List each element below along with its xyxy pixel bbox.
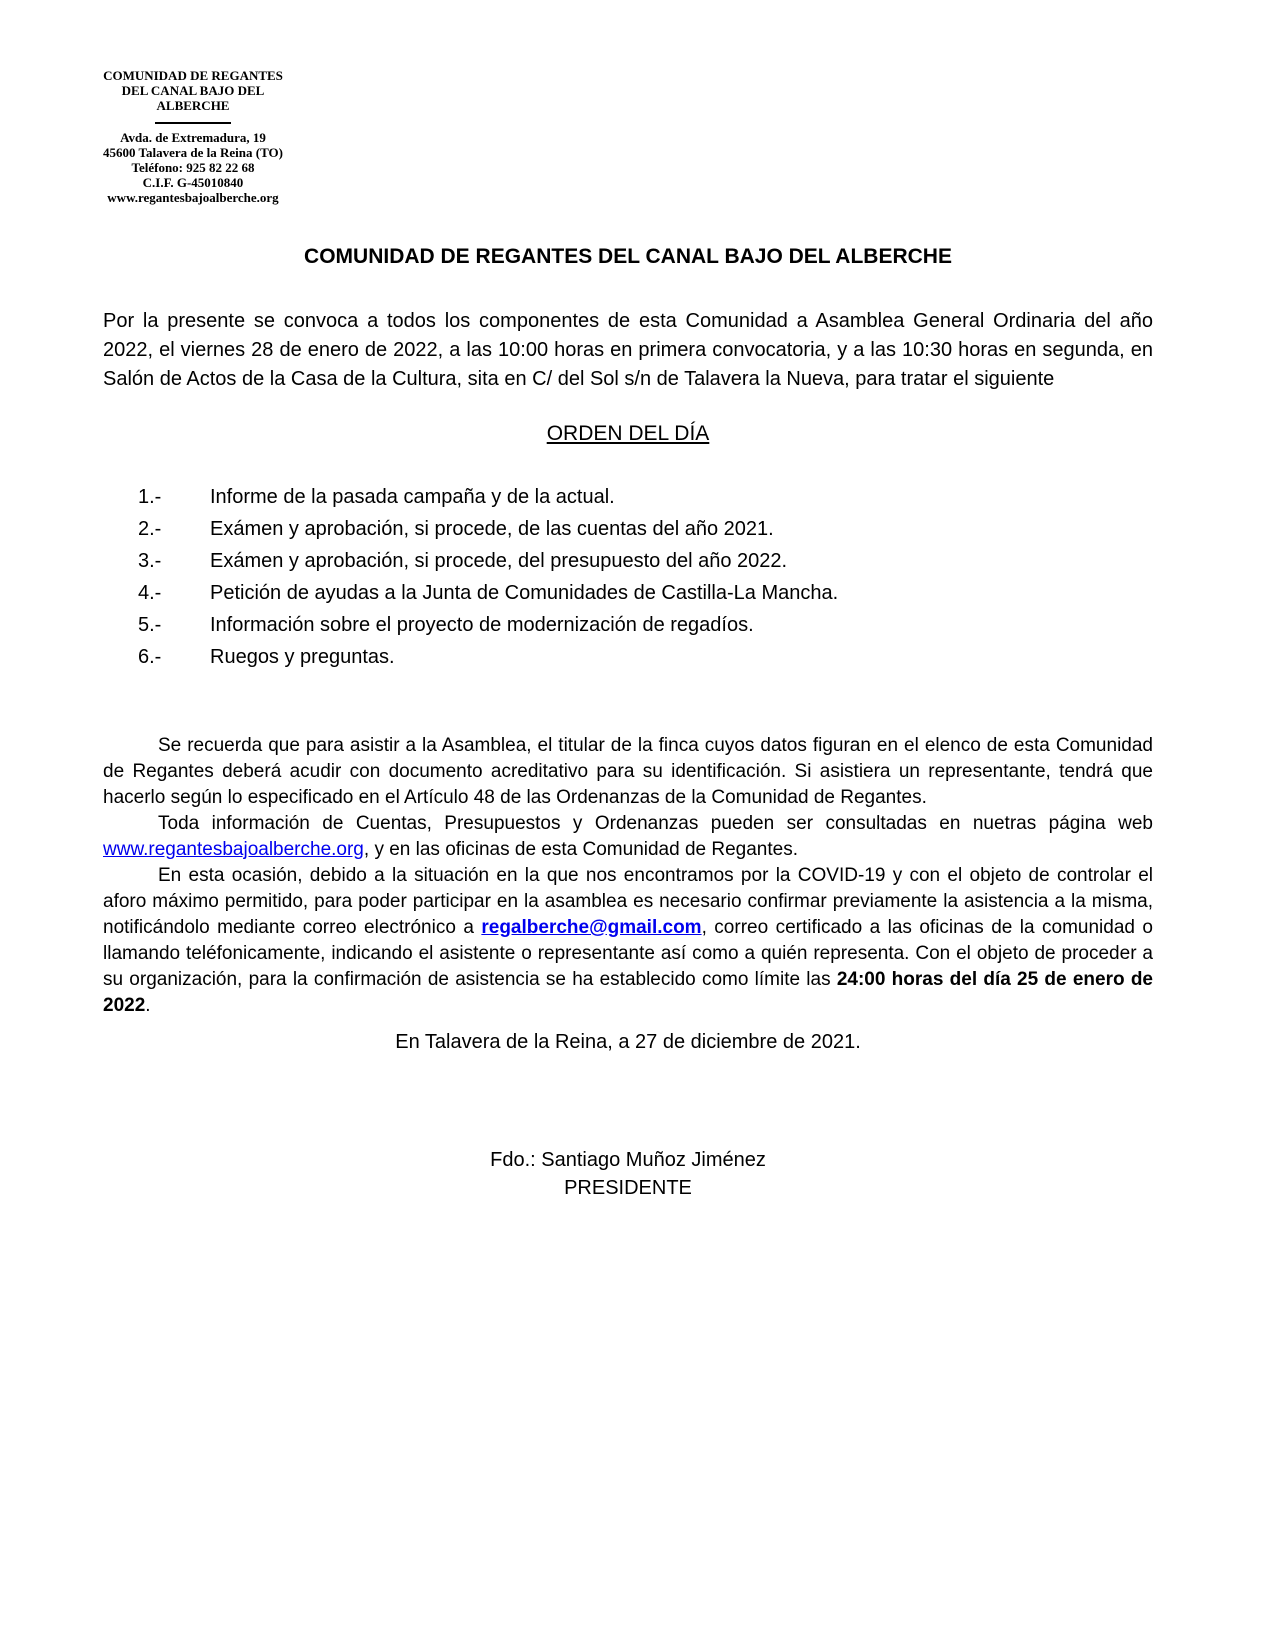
agenda-item-text: Información sobre el proyecto de modernización de regadíos. (210, 614, 754, 636)
agenda-item-text: Ruegos y preguntas. (210, 646, 395, 668)
signature-role: PRESIDENTE (564, 1177, 692, 1199)
note-text: En esta ocasión, debido a la situación en la que nos encontramos por la COVID-19 y con el objeto de controlar el aforo máximo permitido, para poder participar en la asamblea es necesario confirmar previamente la asistencia a la misma, notificándolo mediante correo electrónico a (103, 865, 1153, 938)
signature-name: Fdo.: Santiago Muñoz Jiménez (490, 1149, 766, 1171)
agenda-item-text: Informe de la pasada campaña y de la actual. (210, 486, 615, 508)
agenda-item-number: 3.- (138, 550, 162, 572)
note-text: . (145, 995, 151, 1016)
agenda-list (103, 481, 1153, 673)
agenda-item-number: 6.- (138, 646, 162, 668)
note-text: , correo certificado a las oficinas de la comunidad o llamando teléfonicamente, indicando el asistente o representante así como a quién representa. Con el objeto de proceder a su organización, para la confirmación de asistencia se ha establecido como límite las (103, 917, 1153, 990)
agenda-item-number: 5.- (138, 614, 162, 636)
signature-block (103, 1146, 1153, 1202)
agenda-item (103, 577, 1153, 609)
date-line: En Talavera de la Reina, a 27 de diciembre de 2021. (395, 1031, 861, 1053)
agenda-item (103, 609, 1153, 641)
note-text: , y en las oficinas de esta Comunidad de Regantes. (363, 839, 798, 860)
deadline-text: 24:00 horas del día 25 de enero de 2022 (103, 969, 1153, 1016)
letterhead-cif-line: C.I.F. G-45010840 (142, 175, 244, 190)
website-link[interactable]: www.regantesbajoalberche.org (103, 839, 364, 860)
agenda-item-text: Exámen y aprobación, si procede, del presupuesto del año 2022. (210, 550, 788, 572)
notes-section (103, 733, 1153, 1019)
letterhead-divider (155, 122, 231, 124)
note-paragraph-covid (103, 863, 1153, 1019)
agenda-item-number: 4.- (138, 582, 162, 604)
agenda-item (103, 481, 1153, 513)
intro-paragraph: Por la presente se convoca a todos los componentes de esta Comunidad a Asamblea General Ordinaria del año 2022, el viernes 28 de enero de 2022, a las 10:00 horas en primera convocatoria, y a las 10:30 horas en segunda, en Salón de Actos de la Casa de la Cultura, sita en C/ del Sol s/n de Talavera la Nueva, para tratar el siguiente (103, 310, 1153, 390)
note-text: Toda información de Cuentas, Presupuestos y Ordenanzas pueden ser consultadas en nuetras página web (158, 813, 1153, 834)
letterhead-org-name-line: ALBERCHE (156, 98, 230, 113)
agenda-heading: ORDEN DEL DÍA (546, 422, 710, 445)
agenda-item-number: 2.- (138, 518, 162, 540)
note-paragraph-identification: Se recuerda que para asistir a la Asamblea, el titular de la finca cuyos datos figuran en el elenco de esta Comunidad de Regantes deberá acudir con documento acreditativo para su identificación. Si asistiera un representante, tendrá que hacerlo según lo especificado en el Artículo 48 de las Ordenanzas de la Comunidad de Regantes. (103, 735, 1153, 808)
letterhead-website-line: www.regantesbajoalberche.org (107, 190, 279, 205)
document-title: COMUNIDAD DE REGANTES DEL CANAL BAJO DEL ALBERCHE (304, 245, 952, 268)
agenda-item-number: 1.- (138, 486, 162, 508)
letterhead-org-name-line: COMUNIDAD DE REGANTES (103, 68, 283, 83)
agenda-item (103, 641, 1153, 673)
note-paragraph-information (103, 811, 1153, 863)
letterhead (97, 68, 289, 205)
agenda-item (103, 513, 1153, 545)
agenda-item-text: Petición de ayudas a la Junta de Comunidades de Castilla-La Mancha. (210, 582, 839, 604)
letterhead-phone-line: Teléfono: 925 82 22 68 (131, 160, 255, 175)
agenda-item (103, 545, 1153, 577)
agenda-item-text: Exámen y aprobación, si procede, de las cuentas del año 2021. (210, 518, 774, 540)
letterhead-org-name-line: DEL CANAL BAJO DEL (121, 83, 265, 98)
letterhead-address-line: Avda. de Extremadura, 19 (120, 130, 266, 145)
letterhead-address-line: 45600 Talavera de la Reina (TO) (103, 145, 283, 160)
email-link[interactable]: regalberche@gmail.com (481, 917, 702, 938)
